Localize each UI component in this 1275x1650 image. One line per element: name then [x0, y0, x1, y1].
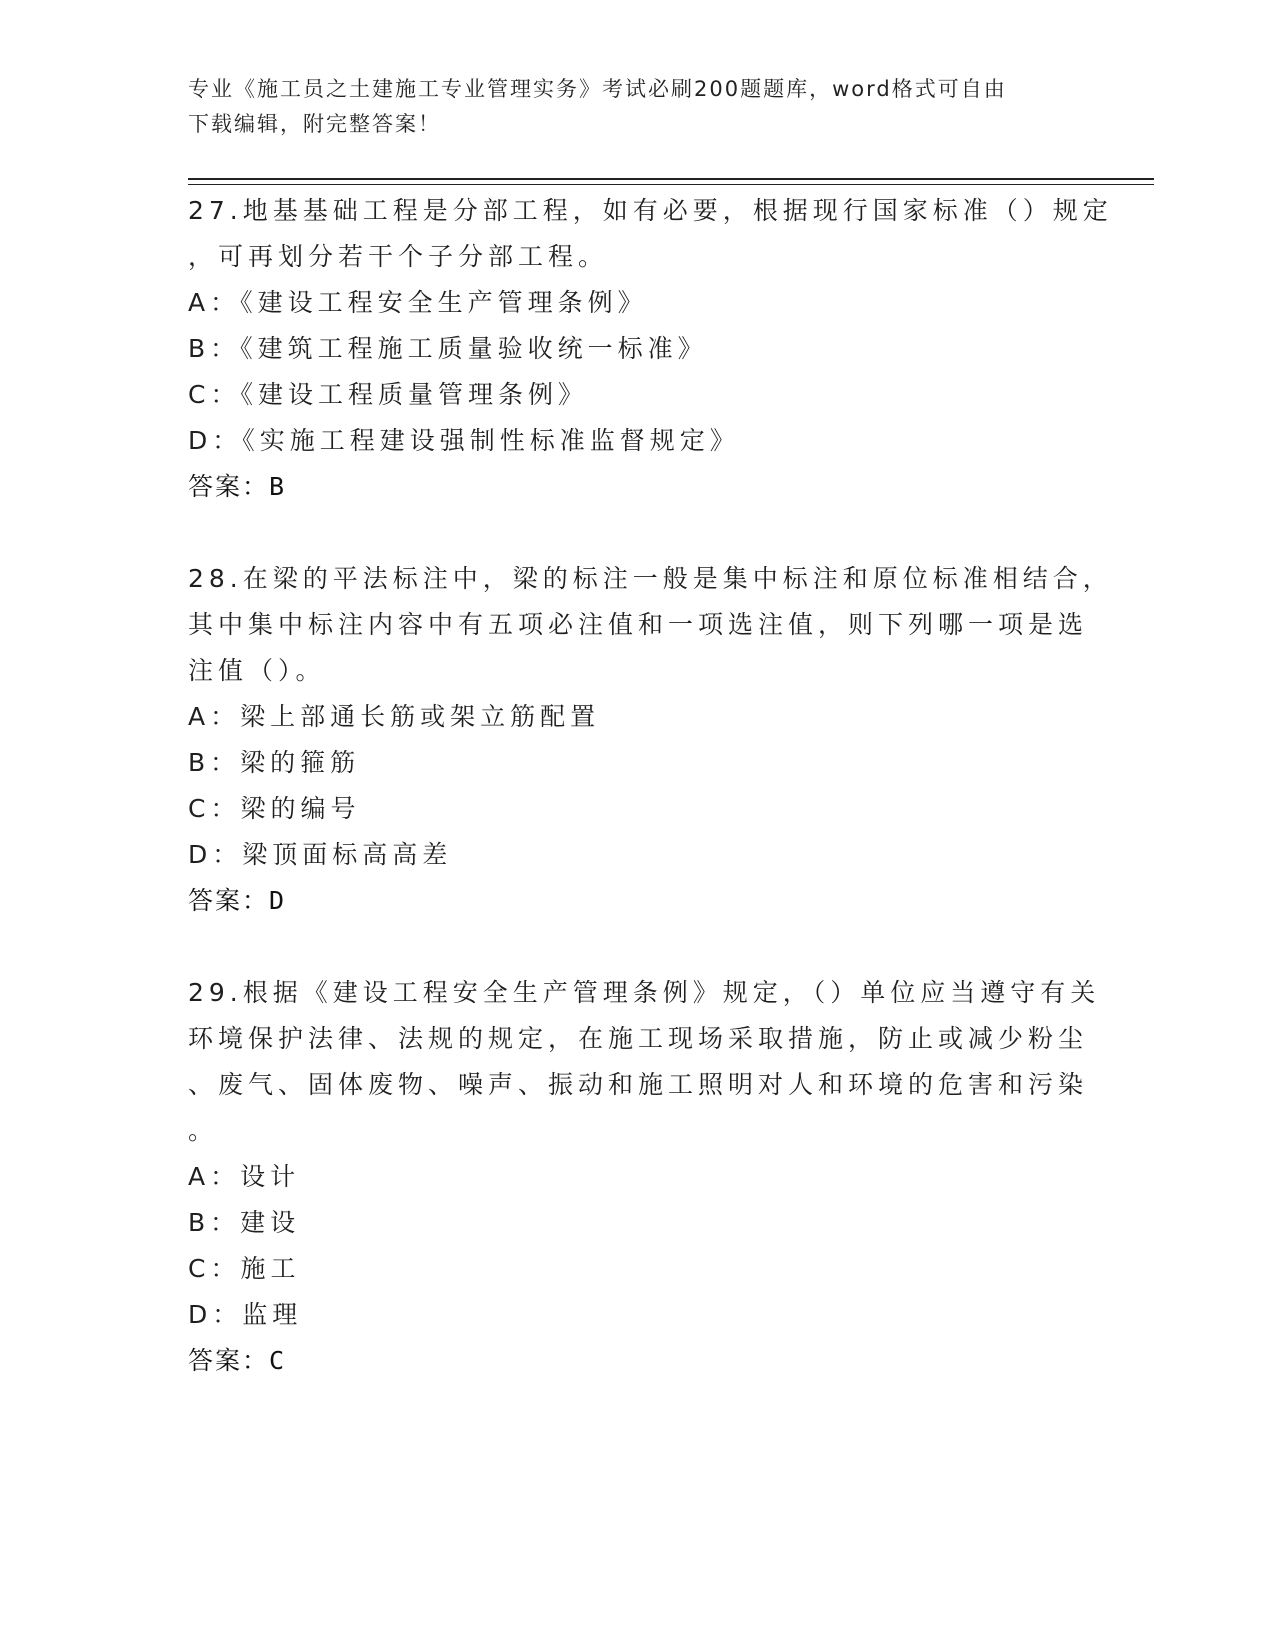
- header-line-1: 专业《施工员之土建施工专业管理实务》考试必刷200题题库，word格式可自由: [188, 77, 1007, 101]
- option-a: A：梁上部通长筋或架立筋配置: [188, 702, 601, 731]
- option-b: B：建设: [188, 1208, 301, 1237]
- option-c: C：《建设工程质量管理条例》: [188, 380, 588, 409]
- option-a: A：《建设工程安全生产管理条例》: [188, 288, 648, 317]
- question-text-line: 28.在梁的平法标注中，梁的标注一般是集中标注和原位标准相结合，: [188, 564, 1113, 593]
- option-a: A：设计: [188, 1162, 301, 1191]
- answer-value: B: [269, 472, 285, 501]
- answer-value: C: [269, 1346, 285, 1375]
- answer-value: D: [269, 886, 285, 915]
- option-d: D：监理: [188, 1300, 303, 1329]
- question-text-line: 29.根据《建设工程安全生产管理条例》规定，（）单位应当遵守有关: [188, 978, 1101, 1007]
- question-text-line: ，可再划分若干个子分部工程。: [188, 242, 609, 271]
- option-c: C：施工: [188, 1254, 301, 1283]
- answer-label: 答案：: [188, 1346, 270, 1375]
- header-line-2: 下载编辑，附完整答案！: [188, 112, 441, 136]
- answer-line: [188, 1338, 1088, 1384]
- question-text-line: 环境保护法律、法规的规定，在施工现场采取措施，防止或减少粉尘: [188, 1024, 1089, 1053]
- question-text-line: 注值（）。: [188, 656, 326, 685]
- option-b: B：《建筑工程施工质量验收统一标准》: [188, 334, 708, 363]
- question-text-line: 、废气、固体废物、噪声、振动和施工照明对人和环境的危害和污染: [188, 1070, 1089, 1099]
- question-text-line: 27.地基基础工程是分部工程，如有必要，根据现行国家标准（）规定: [188, 196, 1113, 225]
- answer-line: [188, 878, 1088, 924]
- answer-label: 答案：: [188, 472, 270, 501]
- answer-label: 答案：: [188, 886, 270, 915]
- question-text-line: 。: [188, 1116, 219, 1145]
- question-list: [188, 188, 1113, 1430]
- question-text-line: 其中集中标注内容中有五项必注值和一项选注值，则下列哪一项是选: [188, 610, 1089, 639]
- header-rule-thick: [188, 178, 1154, 180]
- question-29: [188, 970, 1101, 1384]
- option-d: D：梁顶面标高高差: [188, 840, 453, 869]
- question-28: [188, 556, 1113, 924]
- question-27: [188, 188, 1113, 510]
- document-header: [188, 72, 1068, 142]
- header-rule-thin: [188, 184, 1154, 185]
- option-c: C：梁的编号: [188, 794, 361, 823]
- option-b: B：梁的箍筋: [188, 748, 361, 777]
- answer-line: [188, 464, 1088, 510]
- option-d: D：《实施工程建设强制性标准监督规定》: [188, 426, 740, 455]
